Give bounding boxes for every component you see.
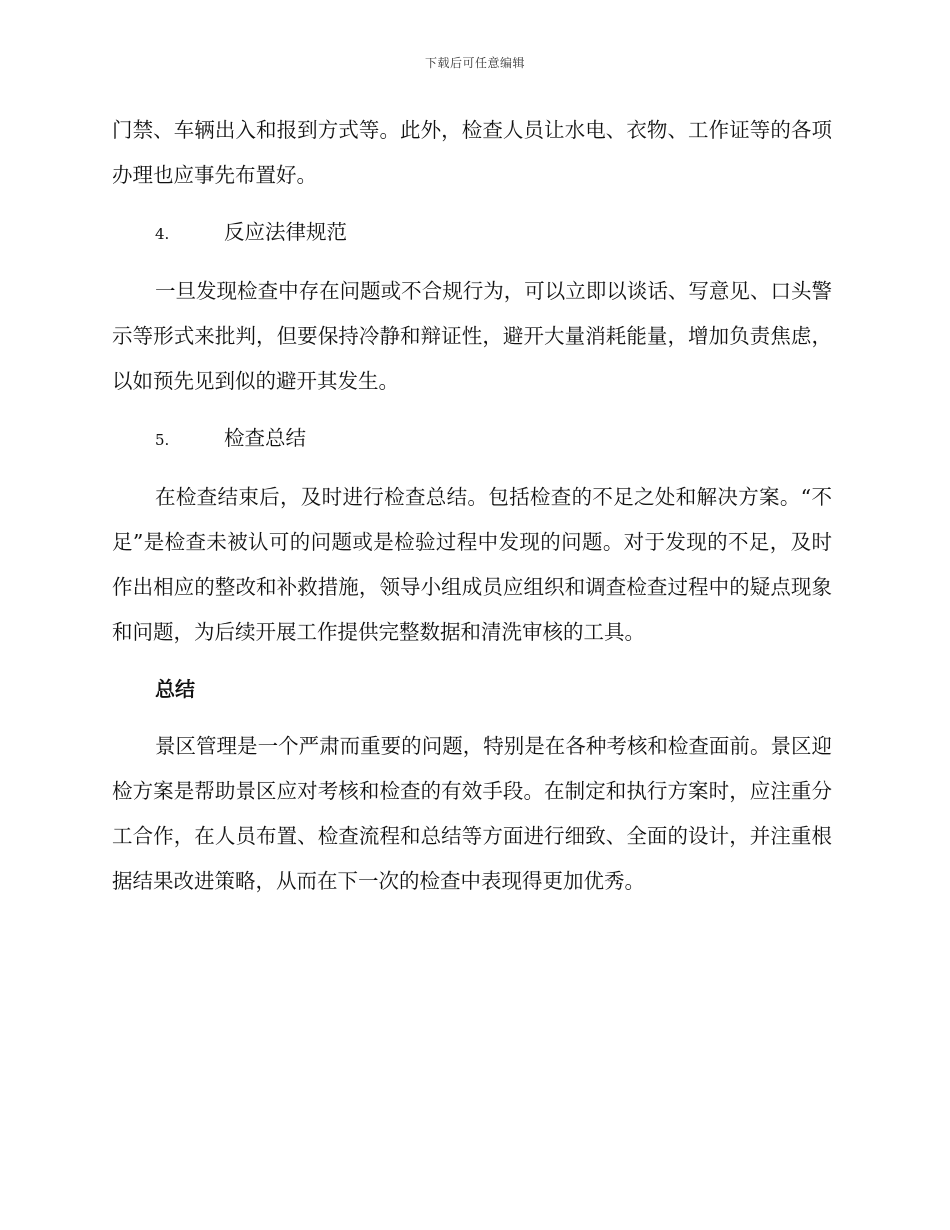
item-4-heading (112, 210, 832, 257)
item-5-paragraph: 在检查结束后，及时进行检查总结。包括检查的不足之处和解决方案。“不足”是检查未被认可的问题或是检验过程中发现的问题。对于发现的不足，及时作出相应的整改和补救措施，领导小组成员应组织和调查检查过程中的疑点现象和问题，为后续开展工作提供完整数据和清洗审核的工具。 (112, 485, 832, 644)
document-body (112, 108, 832, 904)
item-5-number: 5. (155, 431, 170, 449)
summary-heading: 总结 (155, 677, 195, 701)
page-header: 下载后可任意编辑 (424, 56, 525, 70)
intro-continuation-paragraph: 门禁、车辆出入和报到方式等。此外，检查人员让水电、衣物、工作证等的各项办理也应事先布置好。 (112, 118, 832, 187)
item-4-paragraph: 一旦发现检查中存在问题或不合规行为，可以立即以谈话、写意见、口头警示等形式来批判，但要保持冷静和辩证性，避开大量消耗能量，增加负责焦虑，以如预先见到似的避开其发生。 (112, 279, 832, 393)
item-4-title: 反应法律规范 (224, 220, 347, 244)
summary-paragraph: 景区管理是一个严肃而重要的问题，特别是在各种考核和检查面前。景区迎检方案是帮助景区应对考核和检查的有效手段。在制定和执行方案时，应注重分工合作，在人员布置、检查流程和总结等方面进行细致、全面的设计，并注重根据结果改进策略，从而在下一次的检查中表现得更加优秀。 (112, 734, 832, 893)
item-4-number: 4. (155, 225, 170, 243)
item-5-heading (112, 416, 832, 463)
item-5-title: 检查总结 (224, 426, 306, 450)
